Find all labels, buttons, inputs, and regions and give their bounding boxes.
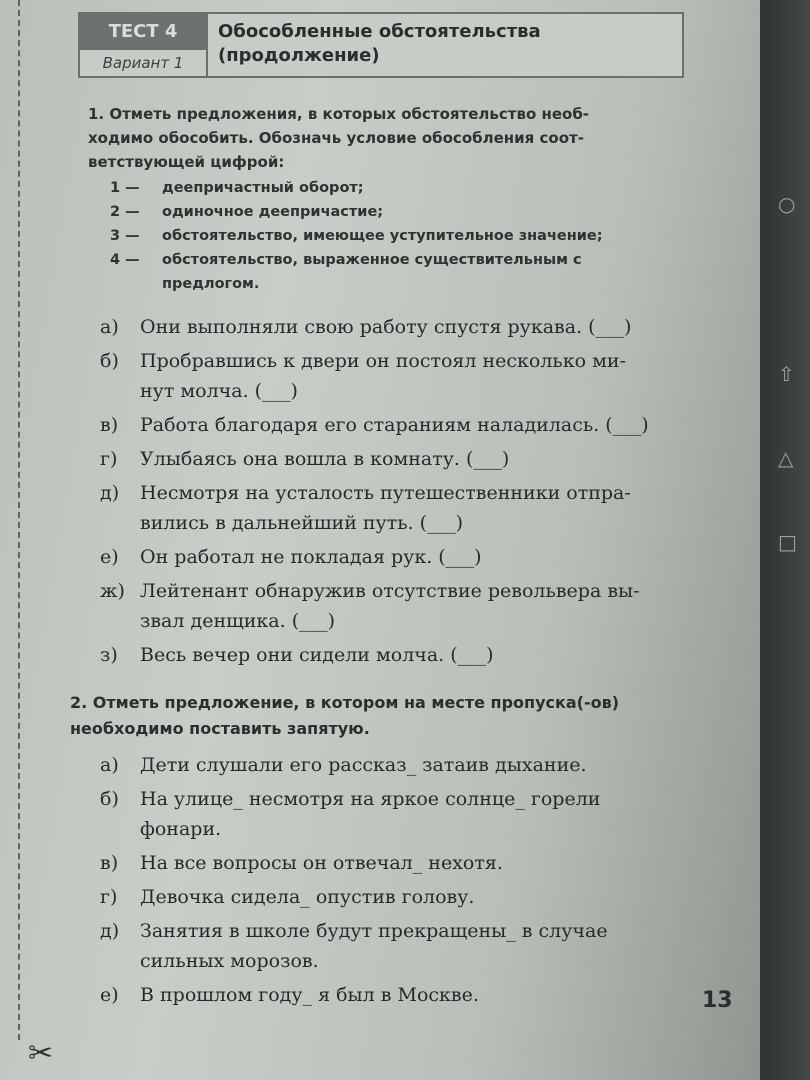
condition-text: деепричастный оборот; xyxy=(162,180,364,196)
condition-text: одиночное деепричастие; xyxy=(162,204,384,220)
answer-item[interactable] xyxy=(100,576,740,636)
question-title-line: ветствующей цифрой: xyxy=(88,153,285,171)
item-marker: в) xyxy=(100,414,119,436)
condition-item xyxy=(110,248,710,272)
answer-item[interactable] xyxy=(100,916,740,976)
item-text: вились в дальнейший путь. (___) xyxy=(140,512,463,534)
condition-item xyxy=(110,176,710,200)
answer-item[interactable] xyxy=(100,640,740,670)
item-text: Он работал не покладая рук. (___) xyxy=(140,546,482,568)
conditions-list xyxy=(110,176,710,296)
item-text: На улице_ несмотря на яркое солнце_ горели xyxy=(140,788,601,810)
answer-item[interactable] xyxy=(100,542,740,572)
test-title-line: Обособленные обстоятельства xyxy=(218,21,541,42)
item-marker: а) xyxy=(100,316,119,338)
condition-number: 2 — xyxy=(110,204,140,220)
test-label: ТЕСТ 4 xyxy=(80,14,206,48)
answer-item[interactable] xyxy=(100,750,740,780)
question-2-title xyxy=(70,690,730,742)
item-marker: б) xyxy=(100,788,119,810)
item-text: Работа благодаря его стараниям наладилась. (___) xyxy=(140,414,649,436)
condition-item xyxy=(110,224,710,248)
item-text: На все вопросы он отвечал_ нехотя. xyxy=(140,852,503,874)
answer-item[interactable] xyxy=(100,980,740,1010)
item-text: Дети слушали его рассказ_ затаив дыхание. xyxy=(140,754,587,776)
answer-item[interactable] xyxy=(100,346,740,406)
test-info xyxy=(80,14,208,76)
item-text: Они выполняли свою работу спустя рукава. (___) xyxy=(140,316,632,338)
square-icon[interactable]: □ xyxy=(778,530,797,554)
item-text: Девочка сидела_ опустив голову. xyxy=(140,886,475,908)
item-marker: д) xyxy=(100,920,120,942)
answer-item[interactable] xyxy=(100,882,740,912)
condition-number: 1 — xyxy=(110,180,140,196)
item-text: звал денщика. (___) xyxy=(140,610,336,632)
answer-item[interactable] xyxy=(100,444,740,474)
item-text: В прошлом году_ я был в Москве. xyxy=(140,984,479,1006)
item-marker: з) xyxy=(100,644,118,666)
up-arrow-icon[interactable]: ⇧ xyxy=(778,362,795,386)
cut-line xyxy=(18,0,20,1040)
condition-text: обстоятельство, выраженное существительным с xyxy=(162,252,582,268)
item-text: Улыбаясь она вошла в комнату. (___) xyxy=(140,448,510,470)
answer-item[interactable] xyxy=(100,848,740,878)
item-marker: е) xyxy=(100,546,119,568)
item-text: Пробравшись к двери он постоял несколько ми- xyxy=(140,350,626,372)
question-title-line: необходимо поставить запятую. xyxy=(70,719,370,738)
condition-item-continued xyxy=(110,272,710,296)
condition-number: 3 — xyxy=(110,228,140,244)
question-title-line: ходимо обособить. Обозначь условие обособления соот- xyxy=(88,129,584,147)
item-marker: а) xyxy=(100,754,119,776)
question-1-title xyxy=(88,102,688,174)
condition-number: 4 — xyxy=(110,252,140,268)
answer-item[interactable] xyxy=(100,312,740,342)
test-title-line: (продолжение) xyxy=(218,45,380,66)
item-text: фонари. xyxy=(140,818,222,840)
item-marker: г) xyxy=(100,886,118,908)
item-text: Весь вечер они сидели молча. (___) xyxy=(140,644,494,666)
item-text: Несмотря на усталость путешественники отпра- xyxy=(140,482,631,504)
question-title-line: 1. Отметь предложения, в которых обстоятельство необ- xyxy=(88,105,590,123)
item-marker: б) xyxy=(100,350,119,372)
condition-item xyxy=(110,200,710,224)
triangle-icon[interactable]: △ xyxy=(778,446,794,470)
scissors-icon: ✂ xyxy=(28,1036,54,1071)
item-marker: в) xyxy=(100,852,119,874)
question-2-items xyxy=(100,750,740,1014)
item-text: Лейтенант обнаружив отсутствие револьвера вы- xyxy=(140,580,640,602)
item-text: Занятия в школе будут прекращены_ в случае xyxy=(140,920,608,942)
item-marker: г) xyxy=(100,448,118,470)
answer-item[interactable] xyxy=(100,478,740,538)
answer-item[interactable] xyxy=(100,410,740,440)
item-marker: е) xyxy=(100,984,119,1006)
question-1-items xyxy=(100,312,740,674)
item-marker: ж) xyxy=(100,580,125,602)
item-text: нут молча. (___) xyxy=(140,380,298,402)
item-text: сильных морозов. xyxy=(140,950,319,972)
question-title-line: 2. Отметь предложение, в котором на месте пропуска(-ов) xyxy=(70,693,620,712)
item-marker: д) xyxy=(100,482,120,504)
test-title xyxy=(208,14,682,76)
variant-label: Вариант 1 xyxy=(80,48,206,76)
condition-text: обстоятельство, имеющее уступительное значение; xyxy=(162,228,603,244)
test-header xyxy=(78,12,684,78)
page-number: 13 xyxy=(702,988,733,1013)
circle-icon[interactable]: ○ xyxy=(778,192,796,216)
condition-text: предлогом. xyxy=(162,276,260,292)
answer-item[interactable] xyxy=(100,784,740,844)
